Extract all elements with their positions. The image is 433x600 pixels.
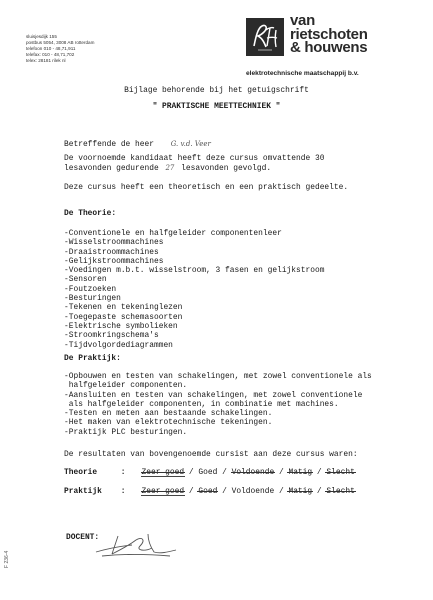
list-item: -Elektrische symbolieken bbox=[64, 321, 178, 331]
grade-option: Voldoende bbox=[231, 468, 275, 477]
salutation-label: Betreffende de heer bbox=[64, 140, 154, 149]
address-line: telefoon 010 - 48,71,911 bbox=[26, 46, 76, 51]
grade-option-selected: Goed bbox=[198, 468, 218, 477]
logo-monogram-icon bbox=[246, 18, 284, 56]
grade-slash: / bbox=[316, 487, 322, 496]
grade-option: Goed bbox=[198, 487, 218, 496]
intro-paragraph-2: Deze cursus heeft een theoretisch en een praktisch gedeelte. bbox=[64, 183, 349, 192]
list-item: -Toegepaste schemasoorten bbox=[64, 312, 183, 322]
company-name-line: van bbox=[290, 12, 315, 29]
list-item: -Opbouwen en testen van schakelingen, met zowel conventionele als bbox=[64, 372, 372, 381]
list-item: -Gelijkstroommachines bbox=[64, 256, 164, 266]
theory-result-row bbox=[64, 468, 355, 477]
grade-slash: / bbox=[188, 487, 194, 496]
company-name-line: & houwens bbox=[290, 39, 368, 56]
intro-text: lesavonden gedurende bbox=[64, 164, 159, 173]
handwritten-name: G. v.d. Veer bbox=[170, 140, 211, 148]
theory-list bbox=[64, 229, 324, 350]
theory-heading: De Theorie: bbox=[64, 209, 117, 218]
practice-list bbox=[64, 372, 372, 437]
theory-result-label: Theorie bbox=[64, 468, 98, 477]
list-item: -Conventionele en halfgeleider componentenleer bbox=[64, 229, 282, 238]
grade-slash: / bbox=[316, 468, 322, 477]
grade-slash: / bbox=[278, 487, 284, 496]
list-item: -Praktijk PLC besturingen. bbox=[64, 427, 188, 437]
grade-option: Zeer goed bbox=[141, 468, 185, 477]
list-item: -Besturingen bbox=[64, 294, 121, 304]
intro-line-1: De voornoemde kandidaat heeft deze cursus omvattende 30 bbox=[64, 154, 325, 163]
list-item: -Foutzoeken bbox=[64, 284, 117, 294]
company-address bbox=[26, 34, 94, 64]
company-name bbox=[290, 14, 368, 55]
practice-heading: De Praktijk: bbox=[64, 354, 121, 363]
grade-slash: / bbox=[188, 468, 194, 477]
list-item: -Wisselstroommachines bbox=[64, 238, 164, 248]
grade-option-selected: Voldoende bbox=[231, 487, 275, 496]
salutation-line bbox=[64, 140, 211, 149]
docent-label: DOCENT: bbox=[66, 533, 100, 542]
results-intro: De resultaten van bovengenoemde cursist aan deze cursus waren: bbox=[64, 450, 358, 459]
list-item: als halfgeleider componenten, in combinatie met machines. bbox=[64, 399, 339, 409]
document-subtitle: Bijlage behorende bij het getuigschrift bbox=[124, 86, 309, 95]
grade-slash: / bbox=[222, 487, 227, 496]
list-item: -Voedingen m.b.t. wisselstroom, 3 fasen en gelijkstroom bbox=[64, 266, 325, 276]
list-item: -Sensoren bbox=[64, 275, 107, 285]
address-line: telex: 28181 rilek nl bbox=[26, 58, 66, 63]
practice-result-row bbox=[64, 487, 355, 496]
address-line: telefax: 010 - 48,71,702 bbox=[26, 52, 75, 57]
company-logo bbox=[246, 18, 284, 56]
grade-slash: / bbox=[278, 468, 284, 477]
address-line: sluisjesdijk 155 bbox=[26, 34, 57, 39]
grade-slash: / bbox=[222, 468, 227, 477]
company-name-line: rietschoten bbox=[290, 25, 368, 43]
practice-result-label: Praktijk bbox=[64, 487, 102, 496]
result-separator: : bbox=[120, 487, 126, 496]
grade-option: Matig bbox=[288, 487, 313, 496]
grade-option: Matig bbox=[288, 468, 313, 477]
list-item: -Aansluiten en testen van schakelingen, met zowel conventionele bbox=[64, 390, 363, 400]
company-tagline: elektrotechnische maatschappij b.v. bbox=[246, 70, 359, 77]
intro-line-2 bbox=[64, 164, 271, 173]
list-item: -Draaistroommachines bbox=[64, 247, 159, 257]
document-title: " PRAKTISCHE MEETTECHNIEK " bbox=[152, 102, 281, 111]
list-item: -Testen en meten aan bestaande schakelingen. bbox=[64, 409, 273, 419]
intro-text: lesavonden gevolgd. bbox=[181, 164, 272, 173]
handwritten-count: 27 bbox=[165, 164, 175, 172]
form-code: F 236-4 bbox=[4, 550, 10, 568]
result-separator: : bbox=[120, 468, 126, 477]
grade-option: Zeer goed bbox=[141, 487, 185, 496]
list-item: halfgeleider componenten. bbox=[64, 381, 188, 391]
list-item: -Stroomkringschema's bbox=[64, 331, 159, 341]
list-item: -Tekenen en tekeninglezen bbox=[64, 303, 183, 313]
grade-option: Slecht bbox=[326, 487, 355, 496]
address-line: postbus 5054, 3008 AB rotterdam bbox=[26, 40, 95, 45]
list-item: -Het maken van elektrotechnische tekeningen. bbox=[64, 418, 273, 428]
grade-option: Slecht bbox=[326, 468, 355, 477]
list-item: -Tijdvolgordediagrammen bbox=[64, 340, 173, 350]
signature-icon bbox=[92, 526, 192, 560]
